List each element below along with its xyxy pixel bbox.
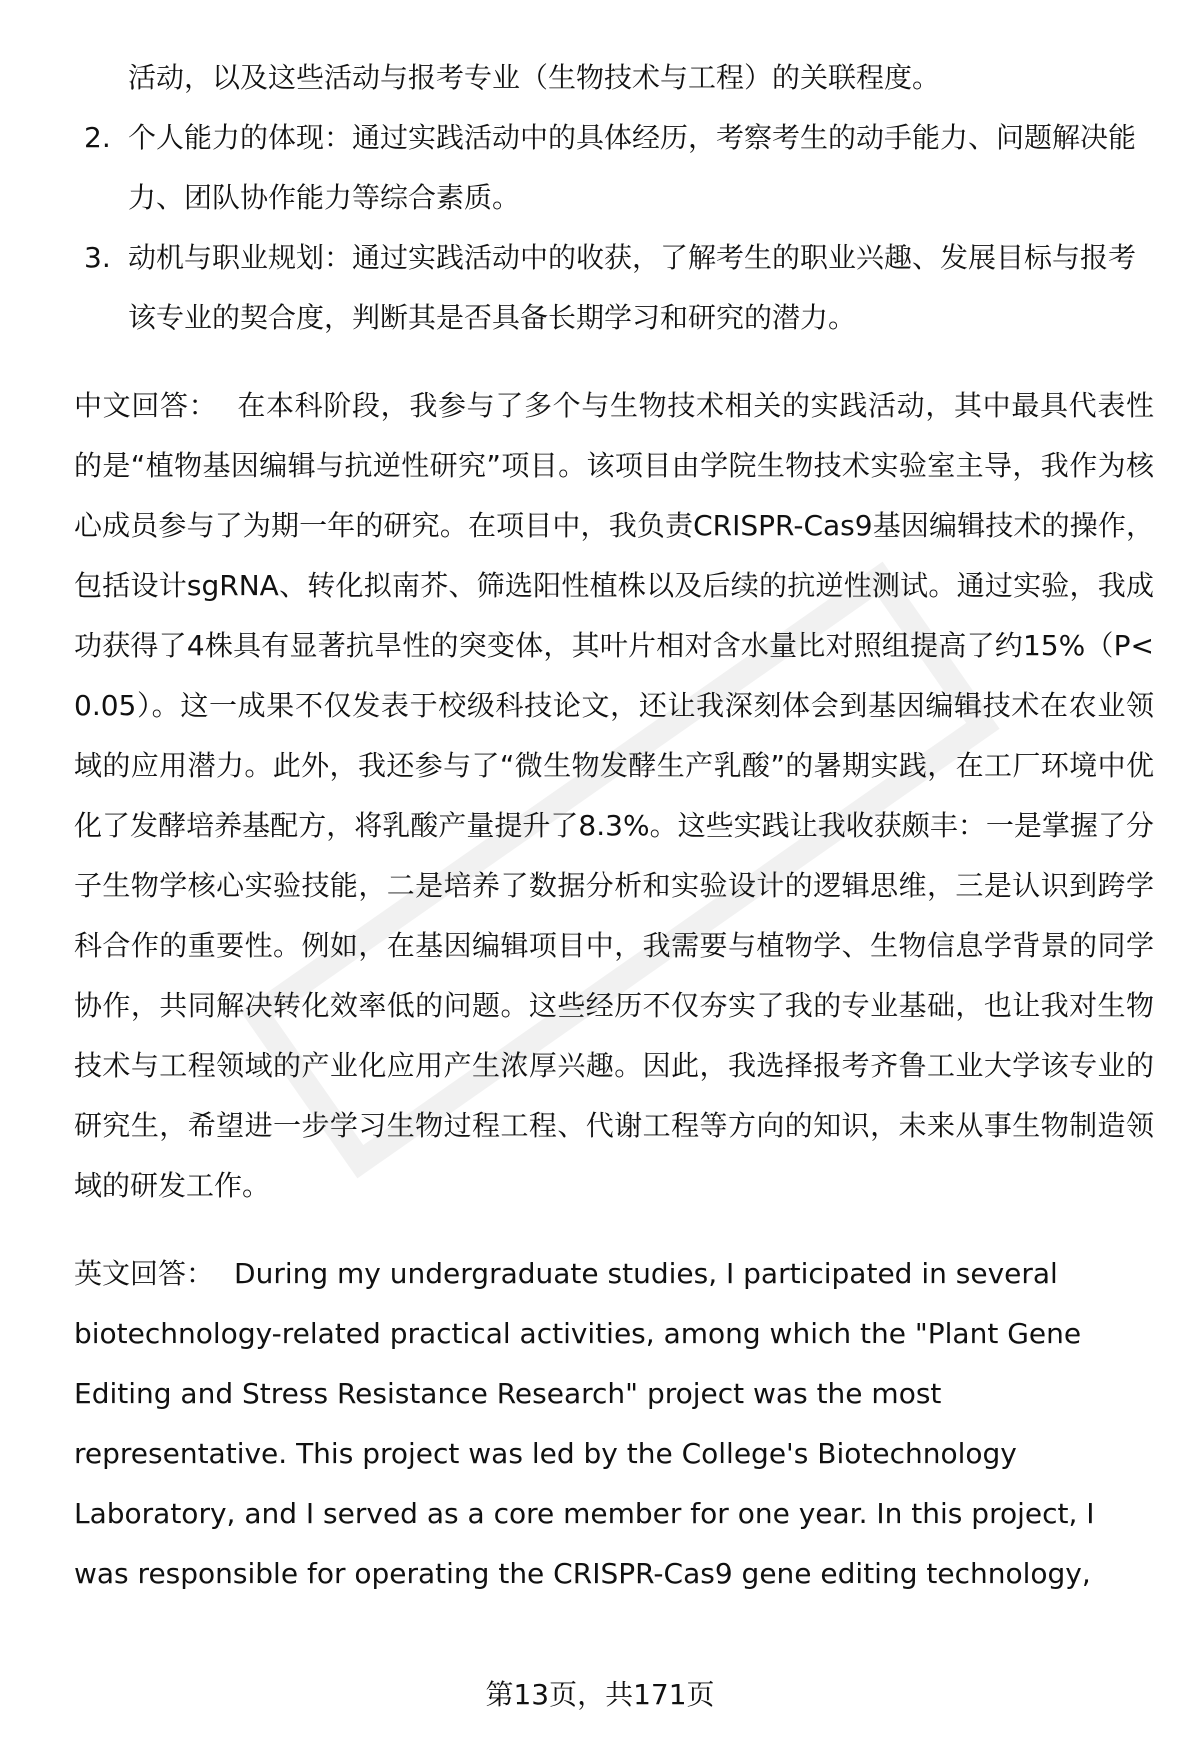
criteria-number: 3.	[84, 241, 111, 274]
english-answer-text: During my undergraduate studies, I participated in several biotechnology-related practical activities, among which the "Plant Gene Editing and Stress Resistance Research" project was the most representative. This project was led by the College's Biotechnology Laboratory, and I served as a core member for one year. In this project, I was responsible for operating the CRISPR-Cas9 gene editing technology,	[74, 1257, 1095, 1590]
criteria-text: 个人能力的体现：通过实践活动中的具体经历，考察考生的动手能力、问题解决能力、团队协作能力等综合素质。	[128, 121, 1137, 214]
page-number: 第13页，共171页	[485, 1678, 715, 1711]
english-answer	[74, 1244, 1154, 1604]
criteria-item-3	[74, 228, 1154, 348]
criteria-item-2	[74, 108, 1154, 228]
chinese-answer	[74, 376, 1154, 1216]
criteria-number: 2.	[84, 121, 111, 154]
chinese-answer-label: 中文回答：	[74, 389, 218, 422]
english-answer-label: 英文回答：	[74, 1257, 215, 1290]
criteria-continuation: 活动，以及这些活动与报考专业（生物技术与工程）的关联程度。	[128, 61, 941, 94]
page-footer	[0, 1670, 1200, 1720]
criteria-list	[74, 48, 1154, 348]
criteria-text: 动机与职业规划：通过实践活动中的收获，了解考生的职业兴趣、发展目标与报考该专业的契合度，判断其是否具备长期学习和研究的潜力。	[128, 241, 1137, 334]
document-page	[74, 48, 1154, 1604]
chinese-answer-text: 在本科阶段，我参与了多个与生物技术相关的实践活动，其中最具代表性的是“植物基因编辑与抗逆性研究”项目。该项目由学院生物技术实验室主导，我作为核心成员参与了为期一年的研究。在项目中，我负责CRISPR-Cas9基因编辑技术的操作，包括设计sgRNA、转化拟南芥、筛选阳性植株以及后续的抗逆性测试。通过实验，我成功获得了4株具有显著抗旱性的突变体，其叶片相对含水量比对照组提高了约15%（P<0.05）。这一成果不仅发表于校级科技论文，还让我深刻体会到基因编辑技术在农业领域的应用潜力。此外，我还参与了“微生物发酵生产乳酸”的暑期实践，在工厂环境中优化了发酵培养基配方，将乳酸产量提升了8.3%。这些实践让我收获颇丰：一是掌握了分子生物学核心实验技能，二是培养了数据分析和实验设计的逻辑思维，三是认识到跨学科合作的重要性。例如，在基因编辑项目中，我需要与植物学、生物信息学背景的同学协作，共同解决转化效率低的问题。这些经历不仅夯实了我的专业基础，也让我对生物技术与工程领域的产业化应用产生浓厚兴趣。因此，我选择报考齐鲁工业大学该专业的研究生，希望进一步学习生物过程工程、代谢工程等方向的知识，未来从事生物制造领域的研发工作。	[74, 389, 1154, 1202]
